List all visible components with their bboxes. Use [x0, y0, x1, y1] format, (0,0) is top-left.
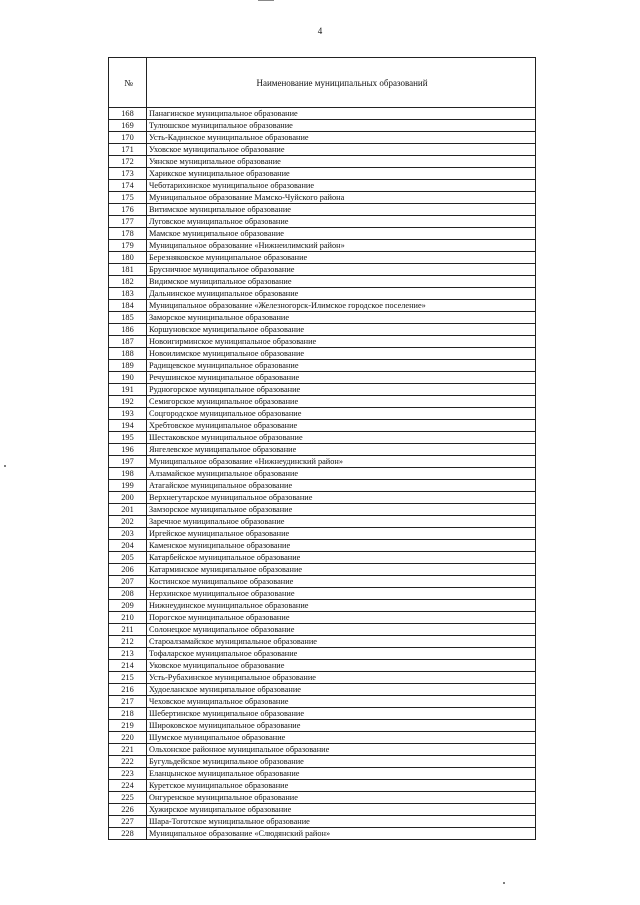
- table-row: [109, 696, 536, 708]
- table-row: [109, 192, 536, 204]
- row-number: 220: [109, 732, 147, 744]
- table-row: [109, 576, 536, 588]
- table-row: [109, 492, 536, 504]
- municipality-name: Алзамайское муниципальное образование: [147, 468, 536, 480]
- table-row: [109, 564, 536, 576]
- municipality-name: Соцгородское муниципальное образование: [147, 408, 536, 420]
- row-number: 180: [109, 252, 147, 264]
- municipality-name: Тулюшское муниципальное образование: [147, 120, 536, 132]
- municipality-name: Витимское муниципальное образование: [147, 204, 536, 216]
- municipality-name: Уховское муниципальное образование: [147, 144, 536, 156]
- municipality-name: Каменское муниципальное образование: [147, 540, 536, 552]
- row-number: 204: [109, 540, 147, 552]
- column-header-number: №: [109, 58, 147, 108]
- table-row: [109, 720, 536, 732]
- municipality-name: Солонецкое муниципальное образование: [147, 624, 536, 636]
- table-row: [109, 372, 536, 384]
- row-number: 198: [109, 468, 147, 480]
- municipality-name: Семигорское муниципальное образование: [147, 396, 536, 408]
- municipality-name: Брусничное муниципальное образование: [147, 264, 536, 276]
- municipality-name: Шара-Тоготское муниципальное образование: [147, 816, 536, 828]
- row-number: 206: [109, 564, 147, 576]
- municipality-name: Бугульдейское муниципальное образование: [147, 756, 536, 768]
- municipality-name: Дальнинское муниципальное образование: [147, 288, 536, 300]
- row-number: 199: [109, 480, 147, 492]
- table-row: [109, 828, 536, 840]
- municipality-name: Березняковское муниципальное образование: [147, 252, 536, 264]
- row-number: 192: [109, 396, 147, 408]
- municipality-name: Иргейское муниципальное образование: [147, 528, 536, 540]
- table-row: [109, 324, 536, 336]
- municipality-name: Коршуновское муниципальное образование: [147, 324, 536, 336]
- row-number: 209: [109, 600, 147, 612]
- municipality-name: Муниципальное образование «Нижнеилимский район»: [147, 240, 536, 252]
- municipality-name: Муниципальное образование «Железногорск-Илимское городское поселение»: [147, 300, 536, 312]
- row-number: 184: [109, 300, 147, 312]
- row-number: 208: [109, 588, 147, 600]
- municipality-name: Хужирское муниципальное образование: [147, 804, 536, 816]
- table-row: [109, 132, 536, 144]
- table-row: [109, 684, 536, 696]
- row-number: 211: [109, 624, 147, 636]
- table-row: [109, 660, 536, 672]
- table-row: [109, 600, 536, 612]
- row-number: 186: [109, 324, 147, 336]
- municipality-name: Катарминское муниципальное образование: [147, 564, 536, 576]
- municipality-name: Уковское муниципальное образование: [147, 660, 536, 672]
- row-number: 191: [109, 384, 147, 396]
- municipality-name: Тофаларское муниципальное образование: [147, 648, 536, 660]
- table-row: [109, 552, 536, 564]
- table-row: [109, 252, 536, 264]
- table-row: [109, 648, 536, 660]
- municipality-name: Муниципальное образование «Нижнеудинский район»: [147, 456, 536, 468]
- municipality-name: Луговское муниципальное образование: [147, 216, 536, 228]
- table-header-row: [109, 58, 536, 108]
- table-row: [109, 384, 536, 396]
- row-number: 223: [109, 768, 147, 780]
- row-number: 202: [109, 516, 147, 528]
- table-row: [109, 624, 536, 636]
- municipality-name: Староалзамайское муниципальное образование: [147, 636, 536, 648]
- row-number: 228: [109, 828, 147, 840]
- scan-speck: [503, 882, 505, 884]
- table-row: [109, 348, 536, 360]
- row-number: 214: [109, 660, 147, 672]
- table-row: [109, 816, 536, 828]
- table-row: [109, 768, 536, 780]
- municipality-name: Нижнеудинское муниципальное образование: [147, 600, 536, 612]
- municipality-name: Видимское муниципальное образование: [147, 276, 536, 288]
- table-body: [109, 108, 536, 840]
- row-number: 225: [109, 792, 147, 804]
- municipality-name: Муниципальное образование «Слюдянский район»: [147, 828, 536, 840]
- municipality-name: Хребтовское муниципальное образование: [147, 420, 536, 432]
- table-row: [109, 672, 536, 684]
- row-number: 182: [109, 276, 147, 288]
- municipality-name: Костинское муниципальное образование: [147, 576, 536, 588]
- table-row: [109, 120, 536, 132]
- row-number: 175: [109, 192, 147, 204]
- municipality-name: Чеховское муниципальное образование: [147, 696, 536, 708]
- row-number: 168: [109, 108, 147, 120]
- municipality-name: Катарбейское муниципальное образование: [147, 552, 536, 564]
- row-number: 188: [109, 348, 147, 360]
- row-number: 200: [109, 492, 147, 504]
- table-row: [109, 792, 536, 804]
- table-row: [109, 264, 536, 276]
- municipality-name: Янгелевское муниципальное образование: [147, 444, 536, 456]
- row-number: 194: [109, 420, 147, 432]
- municipality-name: Харикское муниципальное образование: [147, 168, 536, 180]
- table-row: [109, 180, 536, 192]
- municipality-name: Панагинское муниципальное образование: [147, 108, 536, 120]
- municipality-name: Еланцынское муниципальное образование: [147, 768, 536, 780]
- table-row: [109, 612, 536, 624]
- table-row: [109, 204, 536, 216]
- row-number: 178: [109, 228, 147, 240]
- row-number: 212: [109, 636, 147, 648]
- table-row: [109, 528, 536, 540]
- table-row: [109, 744, 536, 756]
- table-row: [109, 708, 536, 720]
- table-row: [109, 444, 536, 456]
- table-row: [109, 336, 536, 348]
- row-number: 195: [109, 432, 147, 444]
- row-number: 193: [109, 408, 147, 420]
- table-row: [109, 756, 536, 768]
- table-row: [109, 300, 536, 312]
- table-row: [109, 588, 536, 600]
- table-row: [109, 432, 536, 444]
- municipality-name: Широковское муниципальное образование: [147, 720, 536, 732]
- municipality-name: Ольхонское районное муниципальное образование: [147, 744, 536, 756]
- municipality-name: Шумское муниципальное образование: [147, 732, 536, 744]
- row-number: 197: [109, 456, 147, 468]
- row-number: 172: [109, 156, 147, 168]
- table-row: [109, 780, 536, 792]
- row-number: 190: [109, 372, 147, 384]
- row-number: 219: [109, 720, 147, 732]
- row-number: 187: [109, 336, 147, 348]
- row-number: 203: [109, 528, 147, 540]
- table-row: [109, 732, 536, 744]
- row-number: 176: [109, 204, 147, 216]
- table-row: [109, 420, 536, 432]
- row-number: 217: [109, 696, 147, 708]
- table-row: [109, 396, 536, 408]
- table-row: [109, 228, 536, 240]
- row-number: 183: [109, 288, 147, 300]
- table-row: [109, 804, 536, 816]
- table-row: [109, 312, 536, 324]
- municipalities-table: [108, 57, 536, 840]
- municipality-name: Мамское муниципальное образование: [147, 228, 536, 240]
- table-row: [109, 360, 536, 372]
- row-number: 177: [109, 216, 147, 228]
- row-number: 222: [109, 756, 147, 768]
- row-number: 218: [109, 708, 147, 720]
- municipality-name: Речушинское муниципальное образование: [147, 372, 536, 384]
- municipality-name: Усть-Рубахинское муниципальное образование: [147, 672, 536, 684]
- table-row: [109, 480, 536, 492]
- municipality-name: Замзорское муниципальное образование: [147, 504, 536, 516]
- table-row: [109, 156, 536, 168]
- table-row: [109, 456, 536, 468]
- municipality-name: Чеботарихинское муниципальное образование: [147, 180, 536, 192]
- row-number: 169: [109, 120, 147, 132]
- row-number: 189: [109, 360, 147, 372]
- page-number: 4: [317, 26, 323, 36]
- row-number: 205: [109, 552, 147, 564]
- scan-artifact-line: [258, 0, 274, 1]
- table-row: [109, 108, 536, 120]
- row-number: 224: [109, 780, 147, 792]
- municipality-name: Верхнегутарское муниципальное образование: [147, 492, 536, 504]
- row-number: 226: [109, 804, 147, 816]
- municipality-name: Куретское муниципальное образование: [147, 780, 536, 792]
- municipality-name: Рудногорское муниципальное образование: [147, 384, 536, 396]
- row-number: 171: [109, 144, 147, 156]
- table-row: [109, 288, 536, 300]
- scan-speck: [4, 465, 6, 467]
- row-number: 185: [109, 312, 147, 324]
- table-row: [109, 516, 536, 528]
- row-number: 207: [109, 576, 147, 588]
- column-header-name: Наименование муниципальных образований: [147, 58, 536, 108]
- municipality-name: Заморское муниципальное образование: [147, 312, 536, 324]
- municipality-name: Уянское муниципальное образование: [147, 156, 536, 168]
- row-number: 213: [109, 648, 147, 660]
- row-number: 221: [109, 744, 147, 756]
- table-row: [109, 216, 536, 228]
- row-number: 215: [109, 672, 147, 684]
- municipality-name: Худоеланское муниципальное образование: [147, 684, 536, 696]
- municipality-name: Онгуренское муниципальное образование: [147, 792, 536, 804]
- row-number: 201: [109, 504, 147, 516]
- municipality-name: Муниципальное образование Мамско-Чуйского района: [147, 192, 536, 204]
- municipality-name: Радищевское муниципальное образование: [147, 360, 536, 372]
- municipality-name: Нерхинское муниципальное образование: [147, 588, 536, 600]
- table-row: [109, 144, 536, 156]
- row-number: 173: [109, 168, 147, 180]
- row-number: 174: [109, 180, 147, 192]
- municipality-name: Новоигирминское муниципальное образование: [147, 336, 536, 348]
- row-number: 227: [109, 816, 147, 828]
- table-row: [109, 240, 536, 252]
- municipality-name: Усть-Кадинское муниципальное образование: [147, 132, 536, 144]
- municipality-name: Атагайское муниципальное образование: [147, 480, 536, 492]
- table-row: [109, 408, 536, 420]
- row-number: 196: [109, 444, 147, 456]
- row-number: 181: [109, 264, 147, 276]
- municipality-name: Заречное муниципальное образование: [147, 516, 536, 528]
- municipality-name: Порогское муниципальное образование: [147, 612, 536, 624]
- municipality-name: Шебертинское муниципальное образование: [147, 708, 536, 720]
- row-number: 210: [109, 612, 147, 624]
- row-number: 170: [109, 132, 147, 144]
- table-row: [109, 468, 536, 480]
- row-number: 216: [109, 684, 147, 696]
- table-row: [109, 276, 536, 288]
- municipality-name: Шестаковское муниципальное образование: [147, 432, 536, 444]
- table-row: [109, 540, 536, 552]
- row-number: 179: [109, 240, 147, 252]
- table-row: [109, 636, 536, 648]
- table-row: [109, 168, 536, 180]
- table-row: [109, 504, 536, 516]
- municipality-name: Новоилимское муниципальное образование: [147, 348, 536, 360]
